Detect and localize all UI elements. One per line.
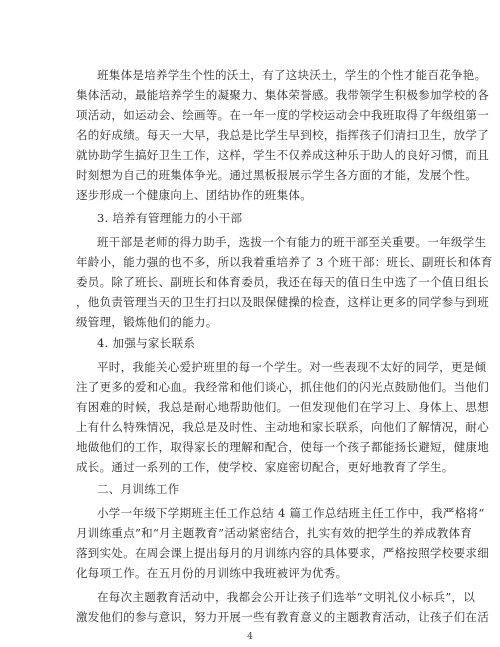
section-heading-2: 二、月训练工作 (97, 482, 180, 496)
paragraph-4-line-1: 小学一年级下学期班主任工作总结 4 篇工作总结班主任工作中，我严格将“ (97, 506, 485, 520)
paragraph-5-line-1: 在每次主题教育活动中，我都会公开让孩子们选举“文明礼仪小标兵”，以 (97, 590, 476, 604)
paragraph-1-line-6: 时刻想为自己的班集体争光。通过黑板报展示学生各方面的才能，发展个性。 (76, 168, 478, 182)
paragraph-3-line-6: 成长。通过一系列的工作，使学校、家庭密切配合，更好地教育了学生。 (76, 460, 454, 474)
paragraph-3-line-5: 地做他们的工作，取得家长的理解和配合，使每一个孩子都能扬长避短，健康地 (76, 440, 489, 454)
paragraph-3-line-3: 有困难的时候，我总是耐心地帮助他们。一但发现他们在学习上、身体上、思想 (76, 400, 489, 414)
paragraph-2-line-2: 年龄小，能力强的也不多，所以我着重培养了 3 个班干部：班长、副班长和体育 (76, 255, 493, 269)
section-heading-4: 4. 加强与家长联系 (97, 336, 196, 350)
page-number: 4 (247, 632, 253, 642)
paragraph-1-line-3: 项活动，如运动会、绘画等。在一年一度的学校运动会中我班取得了年级组第一 (76, 108, 489, 122)
section-heading-3: 3. 培养有管理能力的小干部 (97, 211, 243, 225)
paragraph-1-line-5: 就协助学生搞好卫生工作，这样，学生不仅养成这种乐于助人的良好习惯，而且 (76, 148, 489, 162)
paragraph-5-line-2: 激发他们的参与意识，努力开展一些有教育意义的主题教育活动，让孩子们在活 (76, 610, 489, 624)
paragraph-1-line-1: 班集体是培养学生个性的沃土，有了这块沃土，学生的个性才能百花争艳。 (97, 68, 487, 82)
paragraph-4-line-3: 落到实处。在周会课上提出每月的月训练内容的具体要求，严格按照学校要求细 (76, 546, 489, 560)
paragraph-1-line-4: 名的好成绩。每天一大早，我总是比学生早到校，指挥孩子们清扫卫生，放学了 (76, 128, 489, 142)
paragraph-1-line-2: 集体活动，最能培养学生的凝聚力、集体荣誉感。我带领学生积极参加学校的各 (76, 88, 489, 102)
paragraph-2-line-4: ，他负责管理当天的卫生打扫以及眼保健操的检查，这样让更多的同学参与到班 (76, 295, 489, 309)
paragraph-1-line-7: 逐步形成一个健康向上、团结协作的班集体。 (76, 188, 312, 202)
paragraph-2-line-3: 委员。除了班长、副班长和体育委员，我还在每天的值日生中选了一个值日组长 (76, 275, 489, 289)
paragraph-3-line-4: 上有什么特殊情况，我总是及时性、主动地和家长联系，向他们了解情况，耐心 (76, 420, 489, 434)
paragraph-4-line-2: 月训练重点”和“月主题教育”活动紧密结合，扎实有效的把学生的养成教体育 (76, 526, 473, 540)
paragraph-2-line-1: 班干部是老师的得力助手，选拔一个有能力的班干部至关重要。一年级学生 (97, 235, 487, 249)
paragraph-3-line-1: 平时，我能关心爱护班里的每一个学生。对一些表现不太好的同学，更是倾 (97, 360, 487, 374)
paragraph-4-line-4: 化每项工作。在五月份的月训练中我班被评为优秀。 (76, 566, 348, 580)
paragraph-3-line-2: 注了更多的爱和心血。我经常和他们谈心，抓住他们的闪光点鼓励他们。当他们 (76, 380, 489, 394)
paragraph-2-line-5: 级管理，锻炼他们的能力。 (76, 315, 218, 329)
